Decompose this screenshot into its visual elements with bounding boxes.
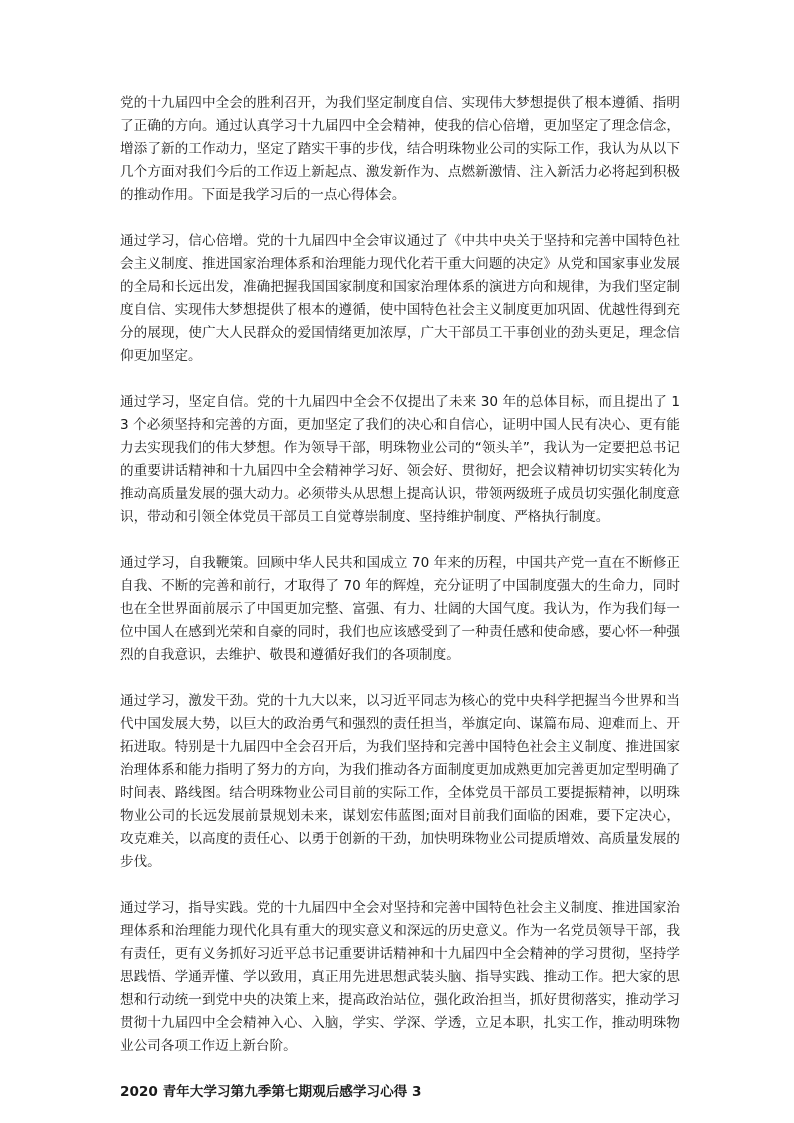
paragraph-confidence: 通过学习，信心倍增。党的十九届四中全会审议通过了《中共中央关于坚持和完善中国特色社会主义制度、推进国家治理体系和治理能力现代化若干重大问题的决定》从党和国家事业发展的全局和长远出发，准确把握我国国家制度和国家治理体系的演进方向和规律，为我们坚定制度自信、实现伟大梦想提供了根本的遵循，使中国特色社会主义制度更加巩固、优越性得到充分的展现，使广大人民群众的爱国情绪更加浓厚，广大干部员工干事创业的劲头更足，理念信仰更加坚定。 [120,233,680,364]
paragraph-intro: 党的十九届四中全会的胜利召开，为我们坚定制度自信、实现伟大梦想提供了根本遵循、指明了正确的方向。通过认真学习十九届四中全会精神，使我的信心倍增，更加坚定了理念信念，增添了新的工作动力，坚定了踏实干事的步伐，结合明珠物业公司的实际工作，我认为从以下几个方面对我们今后的工作迈上新起点、激发新作为、点燃新激情、注入新活力必将起到积极的推动作用。下面是我学习后的一点心得体会。 [120,95,680,203]
section-heading: 2020 青年大学习第九季第七期观后感学习心得 3 [120,1084,422,1100]
paragraph-guide-practice: 通过学习，指导实践。党的十九届四中全会对坚持和完善中国特色社会主义制度、推进国家治理体系和治理能力现代化具有重大的现实意义和深远的历史意义。作为一名党员领导干部，我有责任，更有义务抓好习近平总书记重要讲话精神和十九届四中全会精神的学习贯彻，坚持学思践悟、学通弄懂、学以致用，真正用先进思想武装头脑、指导实践、推动工作。把大家的思想和行动统一到党中央的决策上来，提高政治站位，强化政治担当，抓好贯彻落实，推动学习贯彻十九届四中全会精神入心、入脑，学实、学深、学透，立足本职，扎实工作，推动明珠物业公司各项工作迈上新台阶。 [120,900,680,1054]
paragraph-firm-confidence: 通过学习，坚定自信。党的十九届四中全会不仅提出了未来 30 年的总体目标，而且提出了 13 个必须坚持和完善的方面，更加坚定了我们的决心和自信心，证明中国人民有决心、更有能力去实现我们的伟大梦想。作为领导干部，明珠物业公司的“领头羊”，我认为一定要把总书记的重要讲话精神和十九届四中全会精神学习好、领会好、贯彻好，把会议精神切切实实转化为推动高质量发展的强大动力。必须带头从思想上提高认识，带领两级班子成员切实强化制度意识，带动和引领全体党员干部员工自觉尊崇制度、坚持维护制度、严格执行制度。 [120,394,680,525]
paragraph-inspire-energy: 通过学习，激发干劲。党的十九大以来，以习近平同志为核心的党中央科学把握当今世界和当代中国发展大势，以巨大的政治勇气和强烈的责任担当，举旗定向、谋篇布局、迎难而上、开拓进取。特别是十九届四中全会召开后，为我们坚持和完善中国特色社会主义制度、推进国家治理体系和能力指明了努力的方向，为我们推动各方面制度更加成熟更加完善更加定型明确了时间表、路线图。结合明珠物业公司目前的实际工作，全体党员干部员工要提振精神，以明珠物业公司的长远发展前景规划未来，谋划宏伟蓝图;面对目前我们面临的困难，要下定决心，攻克难关，以高度的责任心、以勇于创新的干劲，加快明珠物业公司提质增效、高质量发展的步伐。 [120,693,680,870]
document-body [120,92,680,1104]
paragraph-self-motivation: 通过学习，自我鞭策。回顾中华人民共和国成立 70 年来的历程，中国共产党一直在不断修正自我、不断的完善和前行，才取得了 70 年的辉煌，充分证明了中国制度强大的生命力，同时也在全世界面前展示了中国更加完整、富强、有力、壮阔的大国气度。我认为，作为我们每一位中国人在感到光荣和自豪的同时，我们也应该感受到了一种责任感和使命感，要心怀一种强烈的自我意识，去维护、敬畏和遵循好我们的各项制度。 [120,555,680,663]
